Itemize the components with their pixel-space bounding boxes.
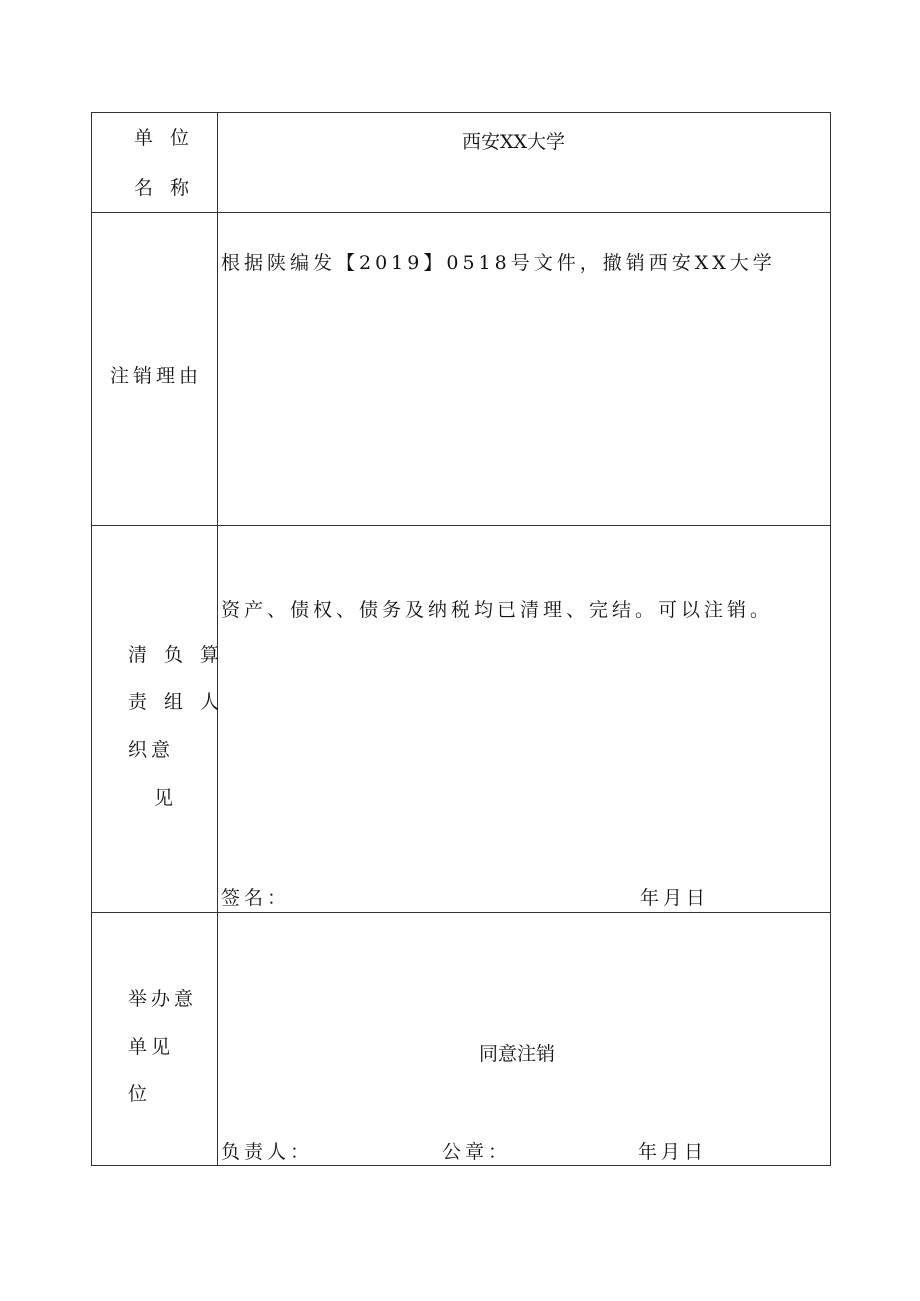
unit-name-value: 西安XX大学 — [462, 131, 566, 153]
liquidation-opinion-value: 资产、债权、债务及纳税均已清理、完结。可以注销。 — [221, 599, 774, 621]
unit-name-label-line-1: 单位 — [134, 127, 207, 149]
sponsor-label-line-3: 位 — [128, 1083, 148, 1105]
liquidation-label-line-2: 责组人 — [128, 691, 237, 713]
sponsor-date-label: 年月日 — [638, 1141, 708, 1163]
liquidation-label-line-3: 织意 — [128, 739, 175, 761]
cancellation-form-table — [91, 112, 831, 1166]
signature-label: 签名： — [221, 887, 291, 909]
unit-name-label-line-2: 名称 — [134, 177, 207, 199]
official-seal-label: 公章： — [442, 1141, 512, 1163]
row-divider-3 — [92, 912, 830, 913]
row-divider-1 — [92, 212, 830, 213]
responsible-person-label: 负责人： — [221, 1141, 314, 1163]
sponsor-opinion-value: 同意注销 — [479, 1043, 556, 1065]
cancel-reason-value: 根据陕编发【2019】0518号文件，撤销西安XX大学 — [221, 252, 776, 274]
liquidation-date-label: 年月日 — [640, 887, 710, 909]
column-divider — [217, 113, 218, 1165]
row-divider-2 — [92, 525, 830, 526]
sponsor-label-line-1: 举办意 — [128, 988, 198, 1010]
liquidation-label-line-1: 清负算 — [128, 644, 237, 666]
liquidation-label-line-4: 见 — [154, 787, 174, 809]
sponsor-label-line-2: 单见 — [128, 1036, 175, 1058]
cancel-reason-label: 注销理由 — [110, 365, 203, 387]
